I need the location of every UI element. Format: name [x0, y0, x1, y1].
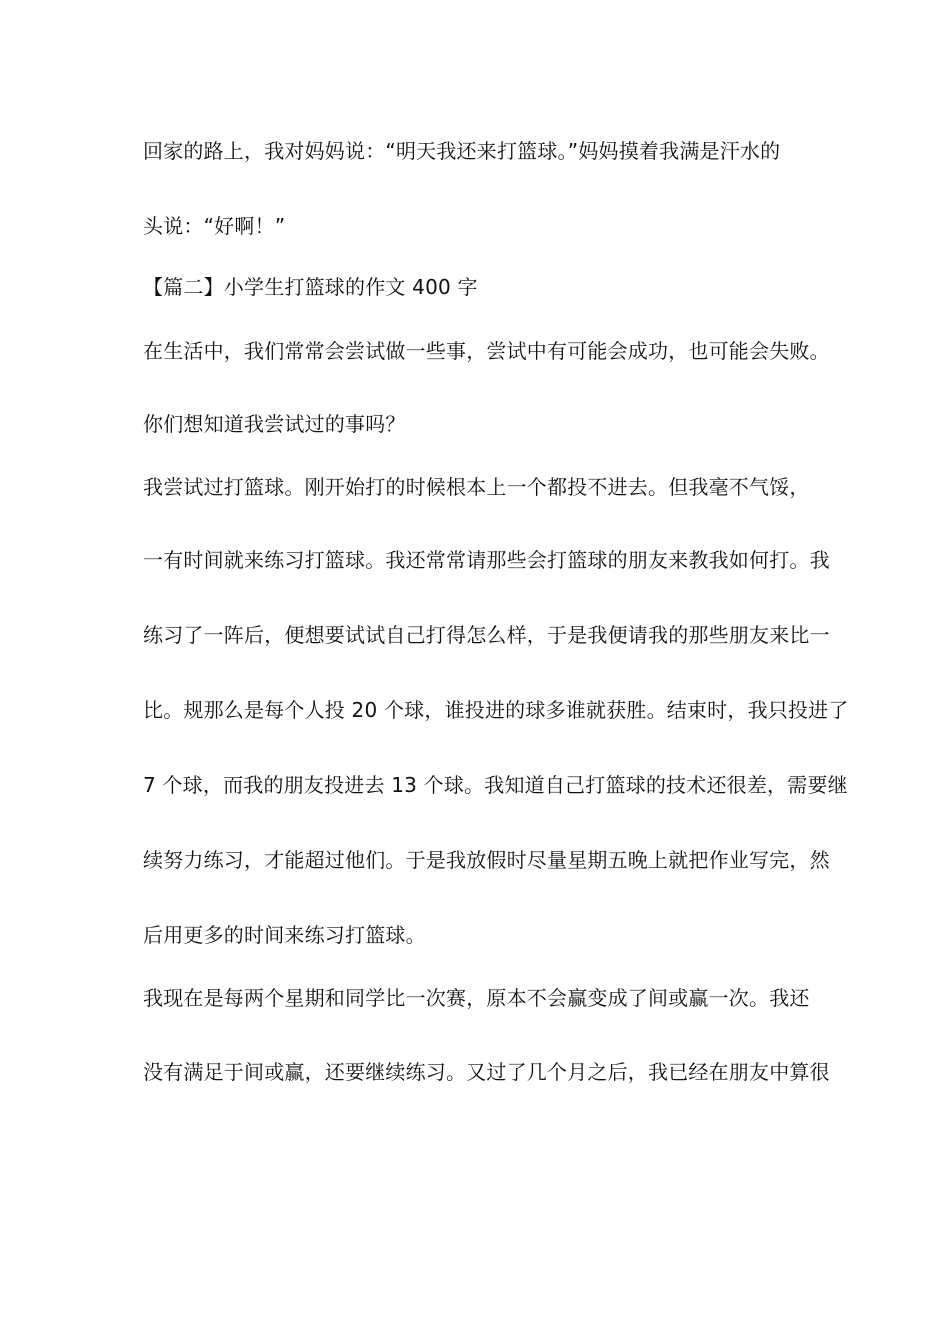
section-heading: 【篇二】小学生打篮球的作文 400 字: [143, 275, 478, 299]
paragraph-line: 你们想知道我尝试过的事吗？: [143, 412, 406, 436]
paragraph-line: 一有时间就来练习打篮球。我还常常请那些会打篮球的朋友来教我如何打。我: [143, 548, 830, 572]
paragraph-line: 后用更多的时间来练习打篮球。: [143, 923, 426, 947]
paragraph-line: 续努力练习，才能超过他们。于是我放假时尽量星期五晚上就把作业写完，然: [143, 848, 830, 872]
paragraph-line: 没有满足于间或赢，还要继续练习。又过了几个月之后，我已经在朋友中算很: [143, 1060, 830, 1084]
paragraph-line: 我现在是每两个星期和同学比一次赛，原本不会赢变成了间或赢一次。我还: [143, 986, 810, 1010]
paragraph-line: 回家的路上，我对妈妈说：“明天我还来打篮球。”妈妈摸着我满是汗水的: [143, 139, 781, 163]
paragraph-line: 7 个球，而我的朋友投进去 13 个球。我知道自己打篮球的技术还很差，需要继: [143, 773, 848, 797]
paragraph-line: 我尝试过打篮球。刚开始打的时候根本上一个都投不进去。但我毫不气馁，: [143, 475, 810, 499]
paragraph-line: 在生活中，我们常常会尝试做一些事，尝试中有可能会成功，也可能会失败。: [143, 339, 830, 363]
paragraph-line: 比。规那么是每个人投 20 个球，谁投进的球多谁就获胜。结束时，我只投进了: [143, 698, 849, 722]
paragraph-line: 头说：“好啊！”: [143, 214, 286, 238]
paragraph-line: 练习了一阵后，便想要试试自己打得怎么样，于是我便请我的那些朋友来比一: [143, 623, 830, 647]
